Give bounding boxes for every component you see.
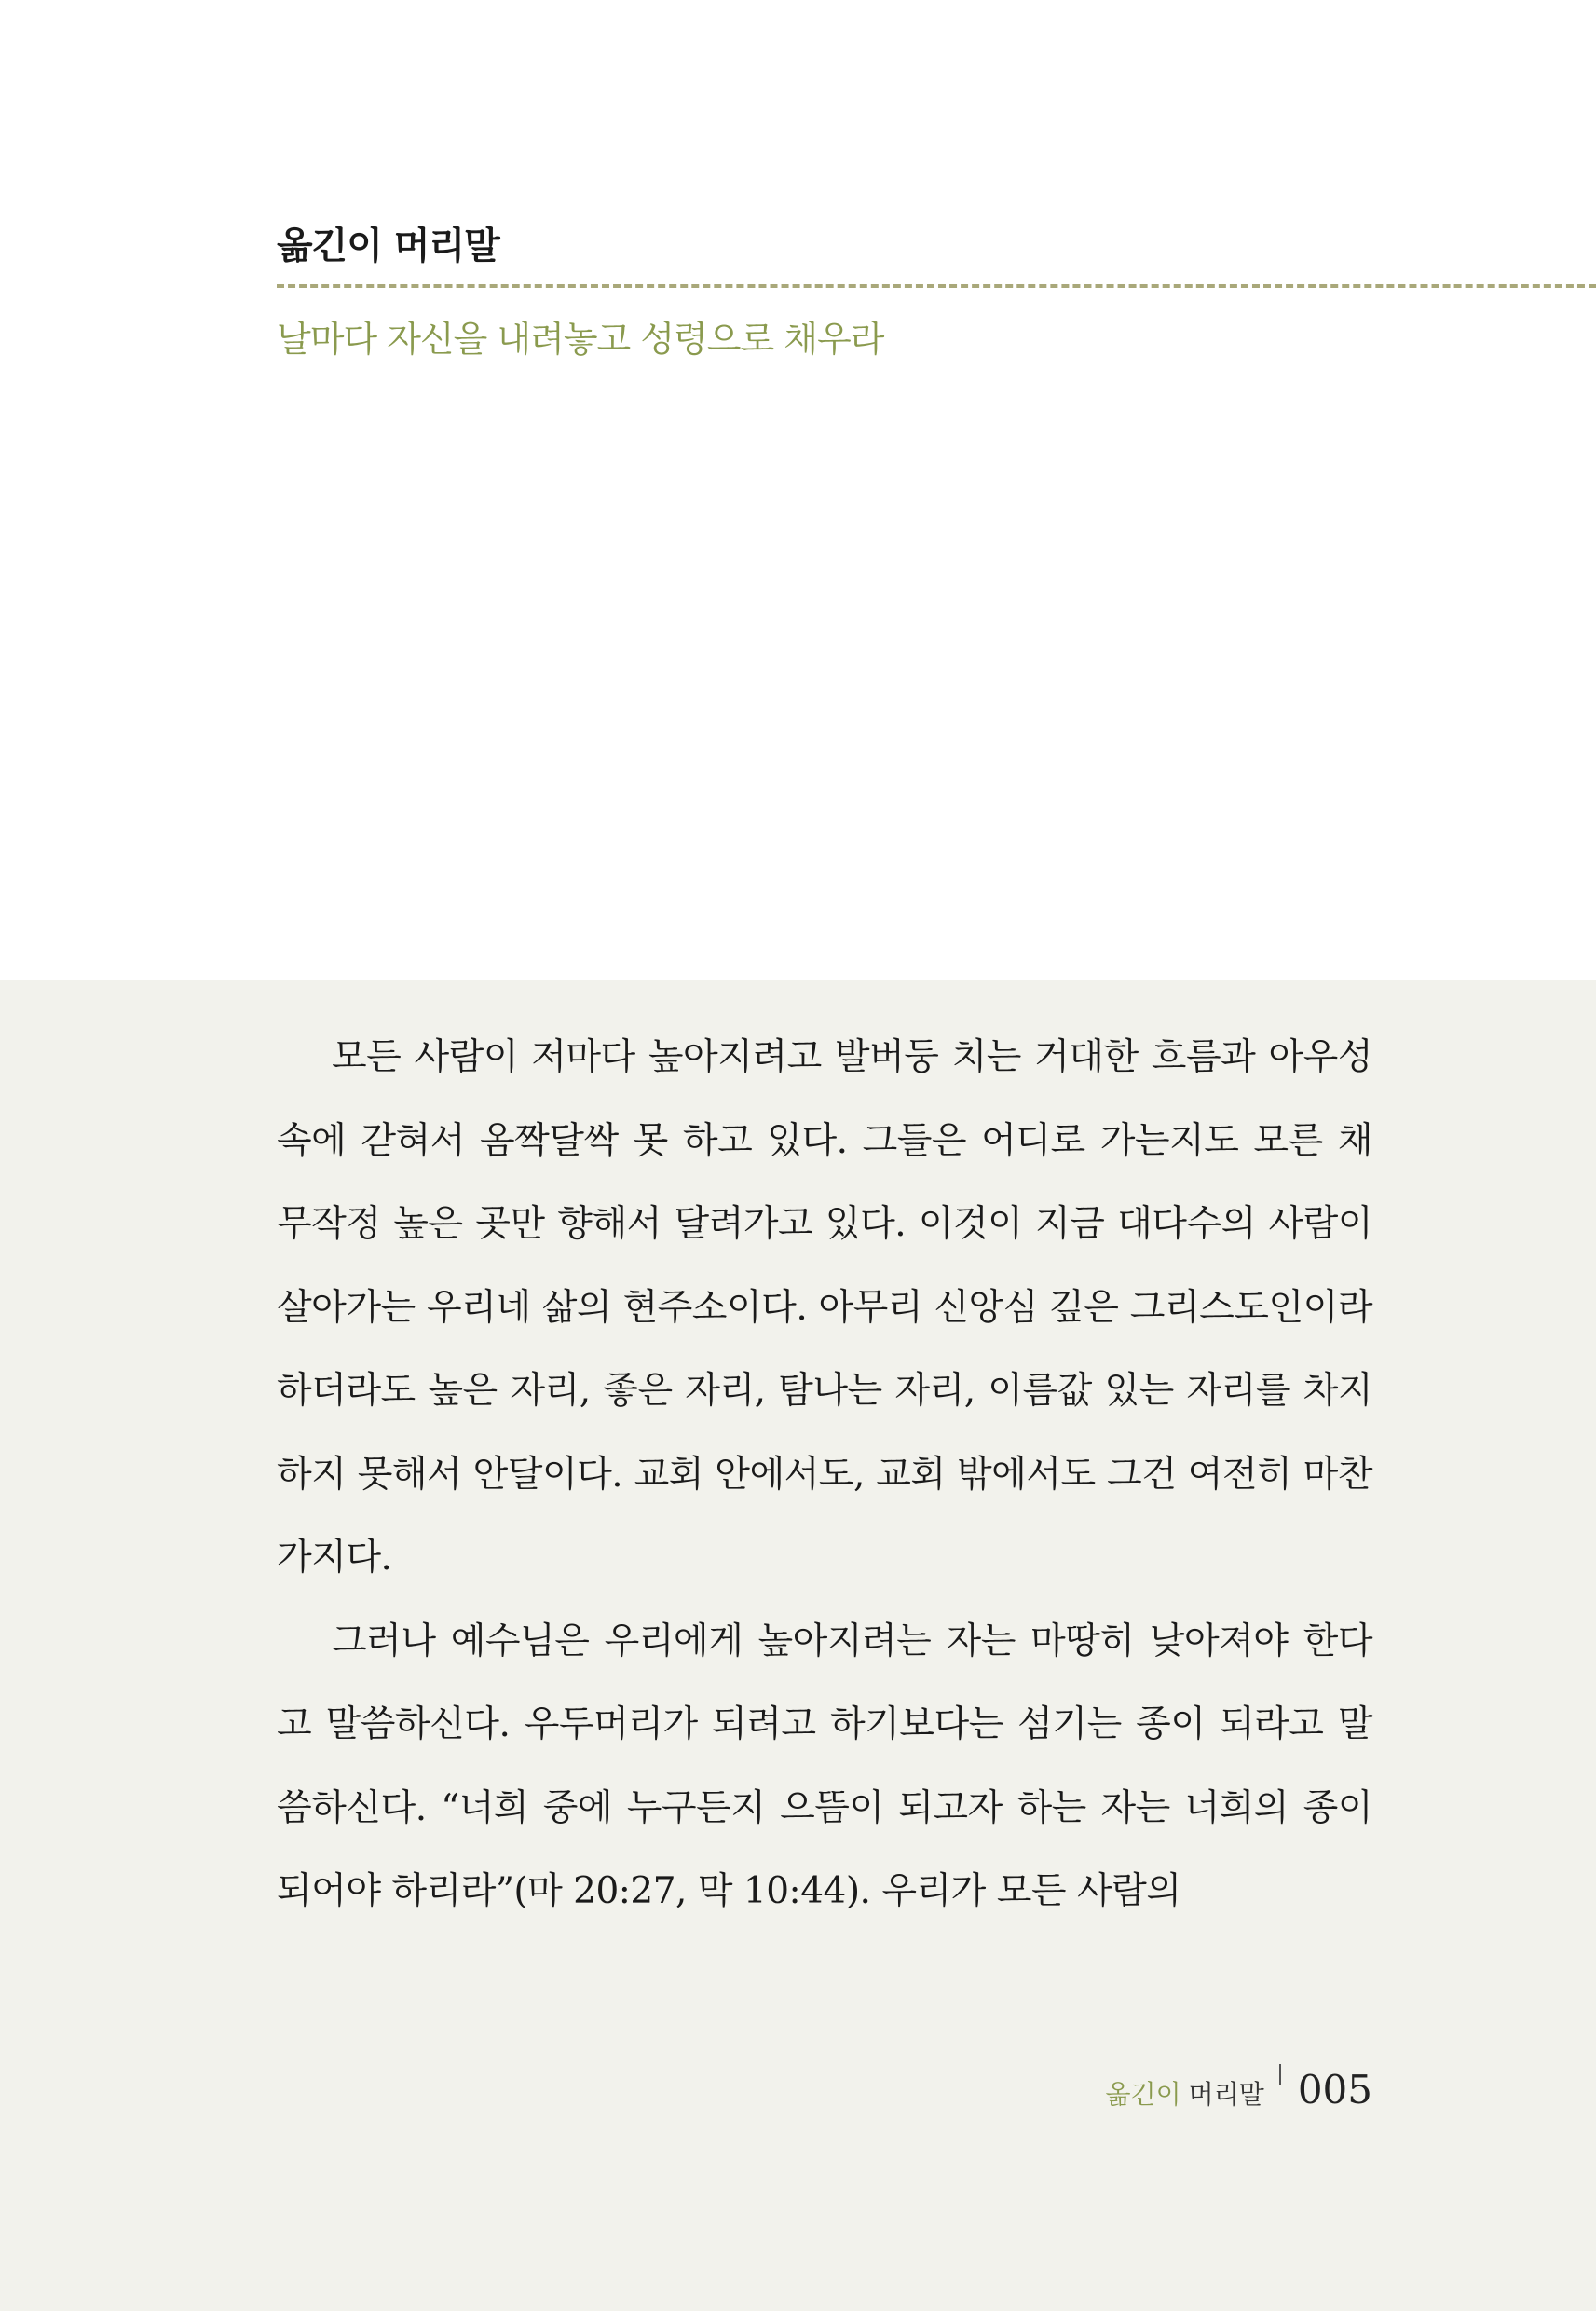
- footer-accent-label: 옮긴이: [1105, 2079, 1181, 2110]
- footer-section-label: 머리말: [1188, 2079, 1264, 2110]
- section-label: 옮긴이 머리말: [277, 225, 499, 267]
- body-text: [277, 1016, 1372, 1934]
- paragraph-1: 모든 사람이 저마다 높아지려고 발버둥 치는 거대한 흐름과 아우성 속에 갇혀서 옴짝달싹 못 하고 있다. 그들은 어디로 가는지도 모른 채 무작정 높은 곳만 향해서 달려가고 있다. 이것이 지금 대다수의 사람이 살아가는 우리네 삶의 현주소이다. 아무리 신앙심 깊은 그리스도인이라 하더라도 높은 자리, 좋은 자리, 탐나는 자리, 이름값 있는 자리를 차지하지 못해서 안달이다. 교회 안에서도, 교회 밖에서도 그건 여전히 마찬가지다.: [277, 1036, 1372, 1579]
- footer-divider: [1279, 2064, 1281, 2085]
- page-number: 005: [1297, 2067, 1372, 2113]
- chapter-title: 날마다 자신을 내려놓고 성령으로 채우라: [277, 319, 884, 360]
- paragraph-2: 그러나 예수님은 우리에게 높아지려는 자는 마땅히 낮아져야 한다고 말씀하신다. 우두머리가 되려고 하기보다는 섬기는 종이 되라고 말씀하신다. “너희 중에 누구든지 으뜸이 되고자 하는 자는 너희의 종이 되어야 하리라”(마 20:27, 막 10:44). 우리가 모든 사람의: [277, 1620, 1372, 1912]
- dashed-divider: [277, 284, 1596, 288]
- page-footer: [1106, 2067, 1372, 2113]
- header-area: [0, 0, 1596, 980]
